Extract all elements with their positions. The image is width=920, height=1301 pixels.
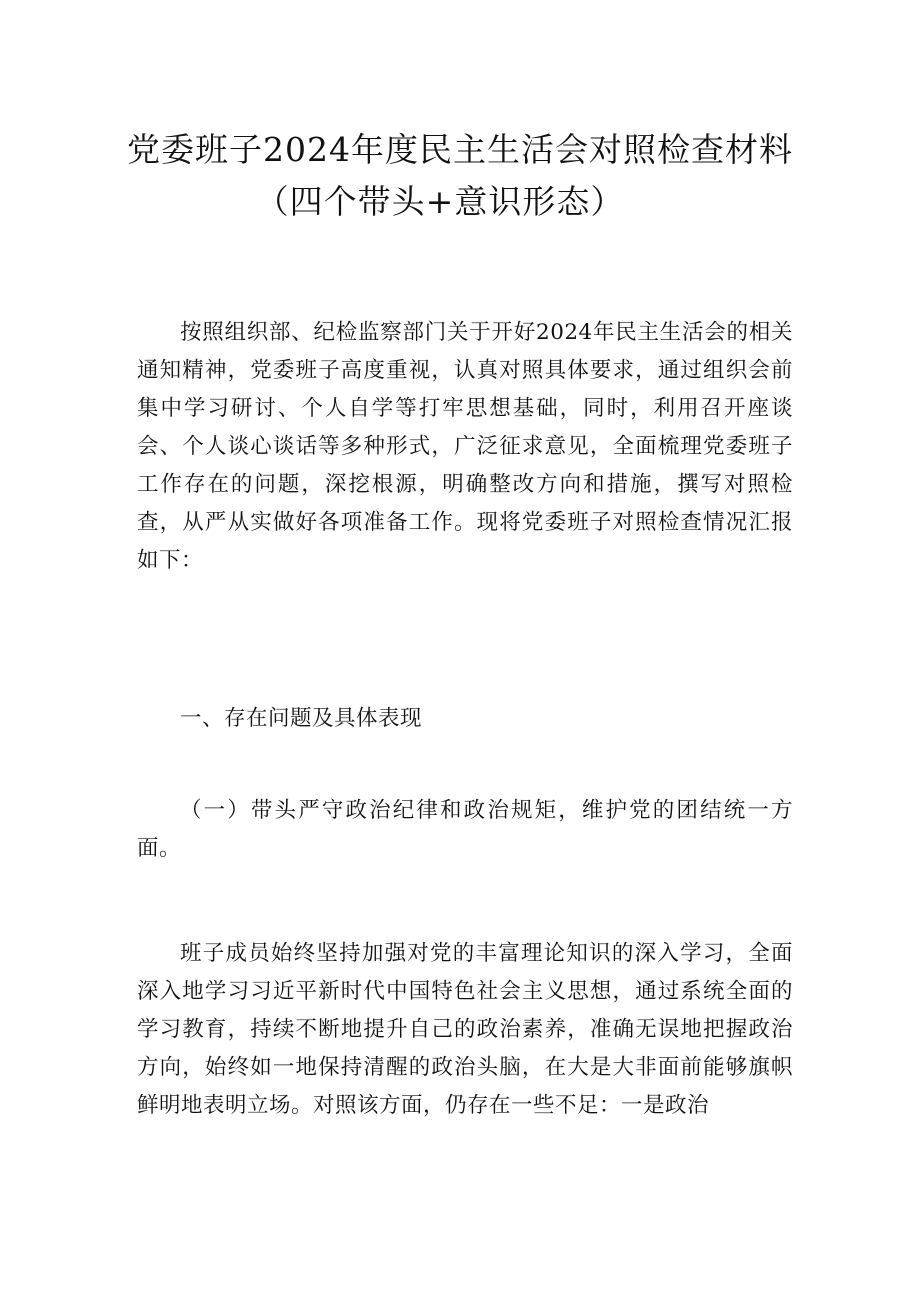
intro-paragraph: 按照组织部、纪检监察部门关于开好2024年民主生活会的相关通知精神，党委班子高度重视，认真对照具体要求，通过组织会前集中学习研讨、个人自学等打牢思想基础，同时，利用召开座谈会、个人谈心谈话等多种形式，广泛征求意见，全面梳理党委班子工作存在的问题，深挖根源，明确整改方向和措施，撰写对照检查，从严从实做好各项准备工作。现将党委班子对照检查情况汇报如下： bbox=[137, 320, 793, 573]
body-paragraph: 班子成员始终坚持加强对党的丰富理论知识的深入学习，全面深入地学习习近平新时代中国特色社会主义思想，通过系统全面的学习教育，持续不断地提升自己的政治素养，准确无误地把握政治方向，始终如一地保持清醒的政治头脑，在大是大非面前能够旗帜鲜明地表明立场。对照该方面，仍存在一些不足：一是政治 bbox=[137, 941, 793, 1118]
subsection-heading: （一）带头严守政治纪律和政治规矩，维护党的团结统一方面。 bbox=[137, 798, 793, 861]
section-heading: 一、存在问题及具体表现 bbox=[180, 706, 423, 731]
document-subtitle: （四个带头+意识形态） bbox=[255, 182, 625, 221]
document-title: 党委班子2024年度民主生活会对照检查材料 bbox=[127, 130, 793, 169]
